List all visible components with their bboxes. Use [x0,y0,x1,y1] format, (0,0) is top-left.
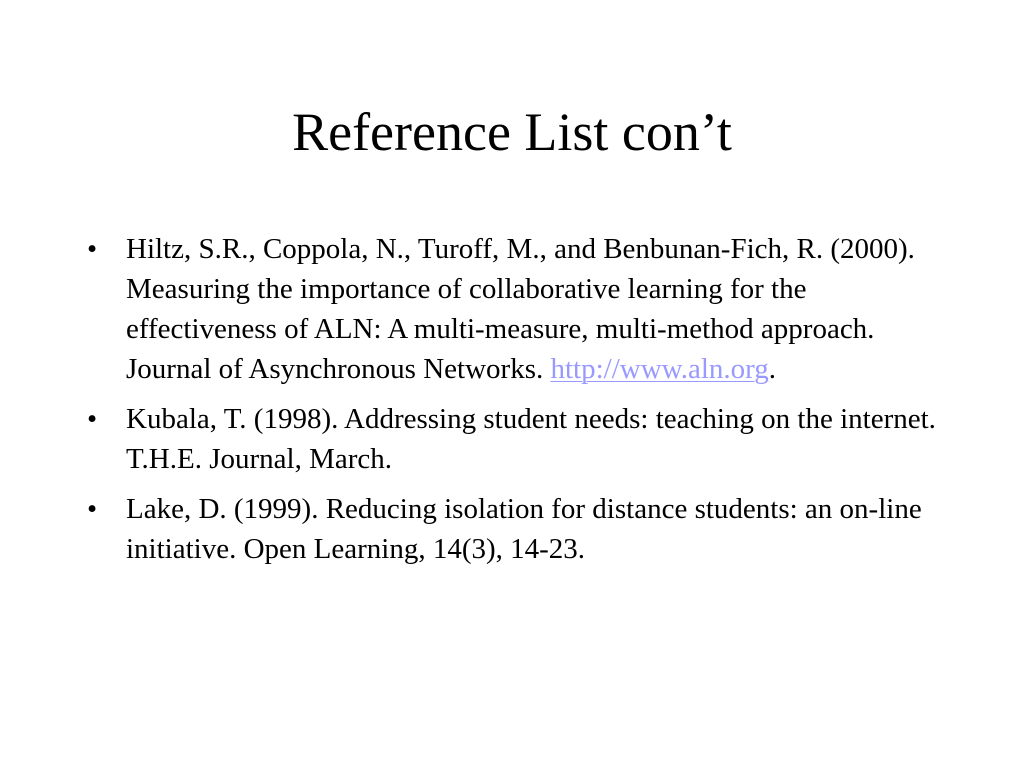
bullet-icon: • [87,233,98,265]
reference-period: . [768,353,777,385]
slide-title: Reference List con’t [292,102,732,162]
reference-text: Kubala, T. (1998). Addressing student needs: teaching on the internet. T.H.E. Journal, March. [126,403,936,475]
reference-item-hiltz [82,229,942,389]
bullet-icon: • [87,403,98,435]
reference-list [82,229,942,569]
reference-item-kubala [82,399,942,479]
aln-website-link[interactable]: http://www.aln.org [550,353,769,385]
reference-item-lake [82,489,942,569]
reference-text: Hiltz, S.R., Coppola, N., Turoff, M., and Benbunan-Fich, R. (2000). Measuring the importance of collaborative learning for the effectiveness of ALN: A multi-measure, multi-method approach. Journal of Asynchronous Networks. [126,233,915,385]
bullet-icon: • [87,493,98,525]
reference-text: Lake, D. (1999). Reducing isolation for distance students: an on-line initiative. Open Learning, 14(3), 14-23. [126,493,922,565]
